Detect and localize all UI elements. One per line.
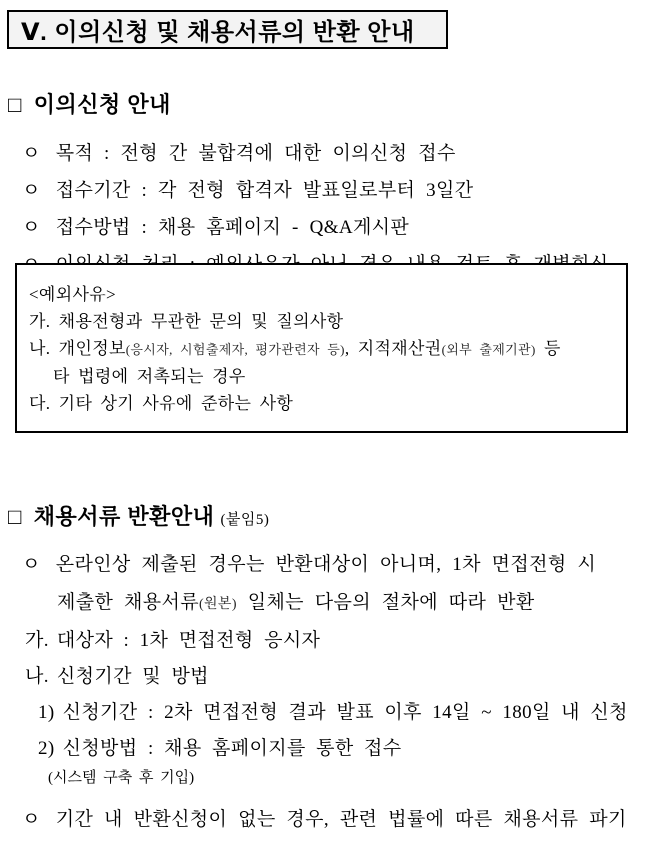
list-item-period-method-text: 신청기간 및 방법 [56,666,209,687]
page-title: Ⅴ. 이의신청 및 채용서류의 반환 안내 [21,19,415,46]
bullet-destroy-text: 기간 내 반환신청이 없는 경우, 관련 법률에 따른 채용서류 파기 [55,809,627,830]
bullet-online-line2-pre: 제출한 채용서류 [57,592,199,613]
exception-box-title: <예외사유> [29,285,116,304]
bullet-period [22,179,473,203]
sublist-item-method [38,737,402,761]
exception-item-na-mid: , 지적재산권 [344,339,442,358]
bullet-purpose-text: 목적 : 전형 간 불합격에 대한 이의신청 접수 [55,143,456,164]
bullet-online-original-note: (원본) [198,597,237,612]
exception-reasons-box [15,263,628,433]
attachment-reference: (붙임5) [220,512,270,528]
list-item-target-text: 대상자 : 1차 면접전형 응시자 [56,630,321,651]
exception-item-ga: 가. 채용전형과 무관한 문의 및 질의사항 [29,312,344,331]
list-item-target [25,629,320,653]
heading-document-return [8,500,269,531]
bullet-method-text: 접수방법 : 채용 홈페이지 - Q&A게시판 [55,217,410,238]
bullet-online-line1 [22,553,596,577]
sublist-item-method-label: 2) [38,738,55,759]
square-bullet-icon: □ [8,92,22,117]
circle-bullet-icon: ㅇ [22,180,41,201]
bullet-online-line1-text: 온라인상 제출된 경우는 반환대상이 아니며, 1차 면접전형 시 [55,554,597,575]
circle-bullet-icon: ㅇ [22,217,41,238]
exception-item-na-post: 등 [535,339,561,358]
exception-item-na-detail-1: (응시자, 시험출제자, 평가관련자 등) [125,342,345,357]
exception-item-na-detail-2: (외부 출제기관) [441,342,536,357]
sublist-item-period-text: 신청기간 : 2차 면접전형 결과 발표 이후 14일 ~ 180일 내 신청 [62,702,628,723]
circle-bullet-icon: ㅇ [22,143,41,164]
list-item-period-method-label: 나. [25,666,49,687]
bullet-online-line2 [57,591,535,617]
bullet-online-line2-post: 일체는 다음의 절차에 따라 반환 [236,592,535,613]
list-item-target-label: 가. [25,630,49,651]
circle-bullet-icon: ㅇ [22,554,41,575]
heading-document-return-label: 채용서류 반환안내 [33,504,215,529]
bullet-destroy [22,808,627,832]
sublist-item-period [38,701,628,725]
bullet-purpose [22,142,456,166]
heading-objection-guide [8,88,171,119]
bullet-period-text: 접수기간 : 각 전형 합격자 발표일로부터 3일간 [55,180,474,201]
system-note: (시스템 구축 후 기입) [48,770,195,786]
exception-item-na [29,335,626,363]
page-title-box [7,10,448,49]
sublist-item-method-text: 신청방법 : 채용 홈페이지를 통한 접수 [62,738,402,759]
bullet-method [22,216,409,240]
square-bullet-icon: □ [8,504,22,529]
sublist-item-period-label: 1) [38,702,55,723]
heading-objection-guide-label: 이의신청 안내 [33,92,171,117]
circle-bullet-icon: ㅇ [22,809,41,830]
exception-item-na-continuation: 타 법령에 저촉되는 경우 [53,367,246,386]
list-item-period-method [25,665,209,689]
exception-item-da: 다. 기타 상기 사유에 준하는 사항 [29,394,294,413]
exception-item-na-pre: 나. 개인정보 [29,339,126,358]
